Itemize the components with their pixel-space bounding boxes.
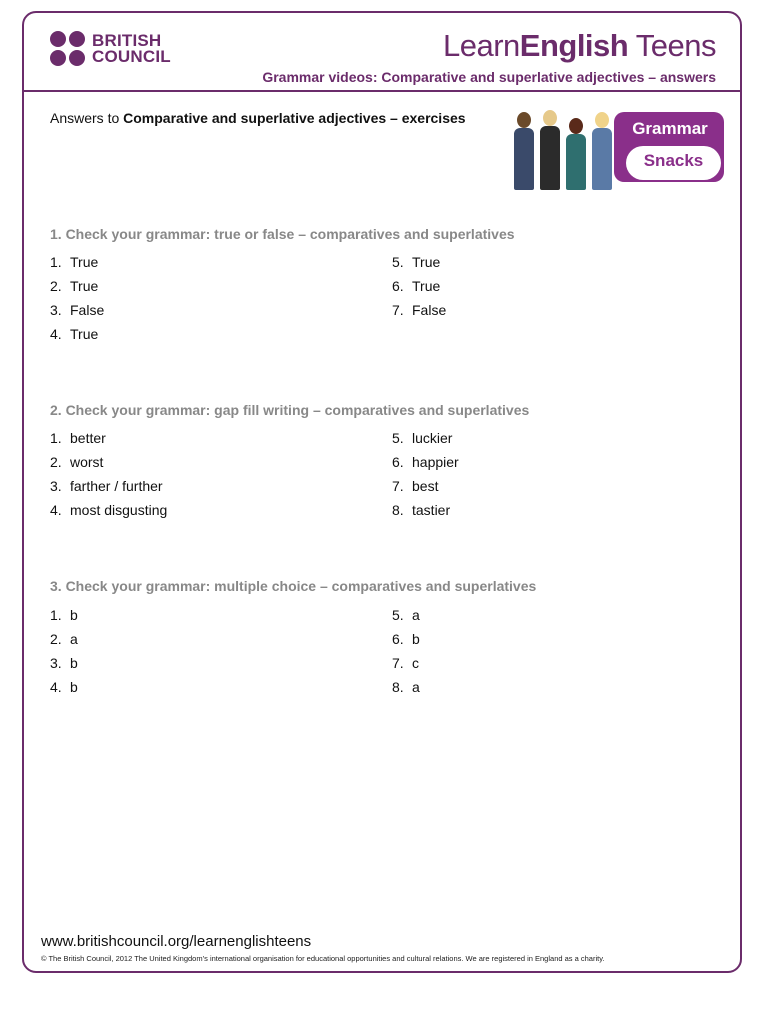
answer-text: b	[70, 679, 78, 695]
logo-english: English	[519, 28, 629, 63]
answer-text: True	[70, 326, 99, 342]
answer-item	[392, 250, 446, 274]
intro-title: Comparative and superlative adjectives – exercises	[123, 110, 466, 126]
answer-item	[50, 250, 104, 274]
section-3-title: 3. Check your grammar: multiple choice – comparatives and superlatives	[50, 578, 537, 594]
answer-item	[50, 298, 104, 322]
answer-number: 1.	[50, 254, 62, 270]
section-2-title: 2. Check your grammar: gap fill writing – comparatives and superlatives	[50, 402, 530, 418]
answer-number: 5.	[392, 254, 404, 270]
answer-text: c	[412, 655, 419, 671]
answer-text: False	[412, 302, 447, 318]
answer-text: tastier	[412, 502, 451, 518]
logo-teens: Teens	[628, 28, 716, 63]
answer-number: 7.	[392, 478, 404, 494]
answer-item	[50, 651, 78, 675]
answer-number: 8.	[392, 679, 404, 695]
logo-learn: Learn	[442, 28, 520, 63]
answer-number: 3.	[50, 478, 62, 494]
answer-item	[50, 627, 78, 651]
answer-text: better	[70, 430, 106, 446]
answer-text: luckier	[412, 430, 453, 446]
answer-text: a	[412, 679, 420, 695]
british-council-wordmark	[92, 33, 171, 65]
answer-number: 6.	[392, 278, 404, 294]
answer-text: best	[412, 478, 439, 494]
section-3-right-answers	[392, 603, 420, 699]
answer-text: False	[70, 302, 105, 318]
answer-text: True	[70, 278, 99, 294]
section-3-left-answers	[50, 603, 78, 699]
answer-item	[50, 474, 167, 498]
section-1-left-answers	[50, 250, 104, 346]
bc-line1: BRITISH	[92, 31, 162, 50]
footer-url-link[interactable]: www.britishcouncil.org/learnenglishteens	[41, 933, 312, 950]
answer-item	[392, 498, 459, 522]
character-4-head	[595, 112, 609, 128]
answer-item	[392, 298, 446, 322]
answer-text: True	[412, 254, 441, 270]
answer-text: b	[412, 631, 420, 647]
answer-text: True	[412, 278, 441, 294]
answer-number: 6.	[392, 631, 404, 647]
answer-item	[50, 603, 78, 627]
answer-number: 4.	[50, 326, 62, 342]
answer-number: 2.	[50, 631, 62, 647]
answer-number: 7.	[392, 655, 404, 671]
page-subtitle: Grammar videos: Comparative and superlative adjectives – answers	[262, 69, 716, 85]
character-2-illustration	[540, 126, 560, 190]
answer-item	[50, 450, 167, 474]
answer-item	[50, 675, 78, 699]
answer-number: 2.	[50, 454, 62, 470]
answer-text: farther / further	[70, 478, 163, 494]
answer-text: worst	[70, 454, 104, 470]
intro-prefix: Answers to	[50, 110, 124, 126]
character-1-head	[517, 112, 531, 128]
answer-number: 8.	[392, 502, 404, 518]
answer-number: 4.	[50, 502, 62, 518]
character-3-head	[569, 118, 583, 134]
answer-item	[50, 426, 167, 450]
intro-line	[50, 110, 466, 126]
bc-line2: COUNCIL	[92, 47, 171, 66]
header-divider	[22, 90, 742, 92]
section-1-title: 1. Check your grammar: true or false – comparatives and superlatives	[50, 226, 515, 242]
answer-text: True	[70, 254, 99, 270]
answer-item	[392, 274, 446, 298]
answer-text: most disgusting	[70, 502, 168, 518]
answer-item	[392, 627, 420, 651]
answer-number: 3.	[50, 302, 62, 318]
answer-number: 1.	[50, 430, 62, 446]
character-4-illustration	[592, 128, 612, 190]
answer-number: 3.	[50, 655, 62, 671]
learnenglish-teens-logo	[443, 28, 716, 64]
section-1-right-answers	[392, 250, 446, 322]
answer-number: 6.	[392, 454, 404, 470]
section-2-left-answers	[50, 426, 167, 522]
section-2-right-answers	[392, 426, 459, 522]
answer-number: 4.	[50, 679, 62, 695]
answer-number: 7.	[392, 302, 404, 318]
answer-item	[50, 322, 104, 346]
character-1-illustration	[514, 128, 534, 190]
badge-line2: Snacks	[643, 151, 704, 170]
answer-number: 5.	[392, 430, 404, 446]
answer-item	[392, 651, 420, 675]
answer-item	[50, 498, 167, 522]
character-3-illustration	[566, 134, 586, 190]
badge-line1: Grammar	[632, 119, 708, 138]
answer-number: 5.	[392, 607, 404, 623]
footer-copyright: © The British Council, 2012 The United Kingdom’s international organisation for educational opportunities and cultural relations. We are registered in England as a charity.	[41, 954, 605, 963]
answer-text: b	[70, 607, 78, 623]
answer-item	[392, 474, 459, 498]
answer-item	[392, 450, 459, 474]
british-council-dots-icon	[50, 31, 86, 67]
character-2-head	[543, 110, 557, 126]
answer-text: happier	[412, 454, 459, 470]
answer-text: a	[70, 631, 78, 647]
answer-number: 2.	[50, 278, 62, 294]
british-council-logo	[50, 31, 171, 67]
answer-text: b	[70, 655, 78, 671]
answer-item	[392, 603, 420, 627]
grammar-snacks-badge	[506, 108, 726, 198]
answer-number: 1.	[50, 607, 62, 623]
answer-text: a	[412, 607, 420, 623]
answer-item	[392, 426, 459, 450]
answer-item	[50, 274, 104, 298]
answer-item	[392, 675, 420, 699]
